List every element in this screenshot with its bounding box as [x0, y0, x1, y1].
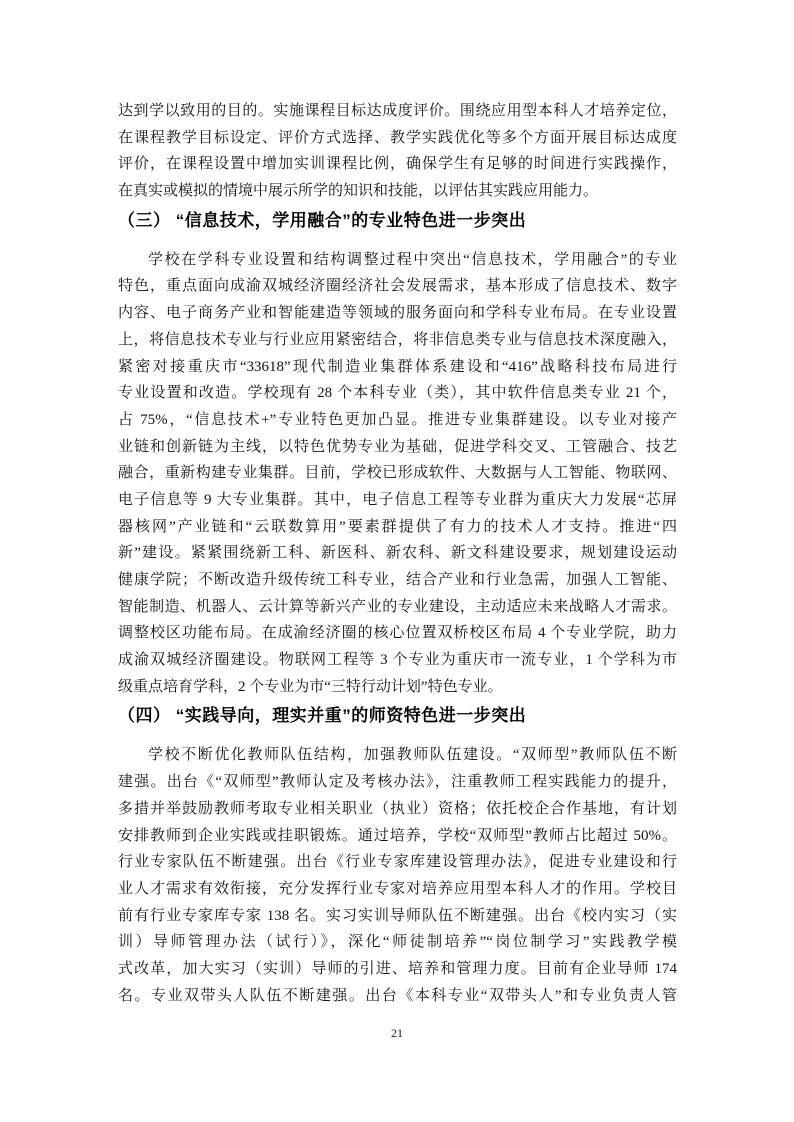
section-heading: （三） “信息技术，学用融合”的专业特色进一步突出	[118, 210, 527, 230]
text-line: 器核网”产业链和“云联数算用”要素群提供了有力的技术人才支持。推进“四	[118, 518, 677, 535]
document-content	[118, 98, 677, 1009]
text-line: 在真实或模拟的情境中展示所学的知识和技能，以评估其实践应用能力。	[118, 183, 599, 200]
text-line: 业人才需求有效衔接，充分发挥行业专家对培养应用型本科人才的作用。学校目	[118, 880, 677, 897]
text-line: 上，将信息技术专业与行业应用紧密结合，将非信息类专业与信息技术深度融入，	[118, 331, 677, 348]
text-line: 安排教师到企业实践或挂职锻炼。通过培养，学校“双师型”教师占比超过 50%。	[118, 827, 677, 844]
text-line: 训）导师管理办法（试行）》，深化“师徒制培养”“岗位制学习”实践教学模	[118, 934, 677, 951]
paragraph	[118, 247, 677, 701]
text-line: 电子信息等 9 大专业集群。其中，电子信息工程等专业群为重庆大力发展“芯屏	[118, 491, 677, 508]
section-heading: （四） “实践导向，理实并重”的师资特色进一步突出	[118, 706, 527, 726]
text-line: 学校不断优化教师队伍结构，加强教师队伍建设。“双师型”教师队伍不断	[148, 747, 677, 764]
text-line: 融合，重新构建专业集群。目前，学校已形成软件、大数据与人工智能、物联网、	[118, 465, 677, 482]
paragraph	[118, 98, 677, 205]
text-line: 业链和创新链为主线，以特色优势专业为基础，促进学科交叉、工管融合、技艺	[118, 438, 677, 455]
text-line: 在课程教学目标设定、评价方式选择、教学实践优化等多个方面开展目标达成度	[118, 129, 677, 146]
text-line: 行业专家队伍不断建强。出台《行业专家库建设管理办法》，促进专业建设和行	[118, 854, 677, 871]
text-line: 调整校区功能布局。在成渝经济圈的核心位置双桥校区布局 4 个专业学院，助力	[118, 625, 677, 642]
text-line: 建强。出台《“双师型”教师认定及考核办法》，注重教师工程实践能力的提升，	[118, 774, 677, 791]
text-line: 达到学以致用的目的。实施课程目标达成度评价。围绕应用型本科人才培养定位，	[118, 103, 677, 119]
text-line: 特色，重点面向成渝双城经济圈经济社会发展需求，基本形成了信息技术、数字	[118, 278, 677, 295]
text-line: 紧密对接重庆市“33618”现代制造业集群体系建设和“416”战略科技布局进行	[118, 358, 677, 375]
text-line: 成渝双城经济圈建设。物联网工程等 3 个专业为重庆市一流专业，1 个学科为市	[118, 652, 677, 669]
text-line: 级重点培育学科，2 个专业为市“三特行动计划”特色专业。	[118, 678, 503, 695]
text-line: 名。专业双带头人队伍不断建强。出台《本科专业“双带头人”和专业负责人管	[118, 987, 677, 1004]
text-line: 式改革，加大实习（实训）导师的引进、培养和管理力度。目前有企业导师 174	[118, 960, 677, 977]
text-line: 智能制造、机器人、云计算等新兴产业的专业建设，主动适应未来战略人才需求。	[118, 598, 677, 615]
text-line: 内容、电子商务产业和智能建造等领域的服务面向和学科专业布局。在专业设置	[118, 305, 677, 322]
text-line: 健康学院；不断改造升级传统工科专业，结合产业和行业急需，加强人工智能、	[118, 572, 677, 588]
paragraph	[118, 742, 677, 1009]
text-line: 评价，在课程设置中增加实训课程比例，确保学生有足够的时间进行实践操作，	[118, 156, 677, 173]
page-number: 21	[391, 1026, 403, 1040]
text-line: 多措并举鼓励教师考取专业相关职业（执业）资格；依托校企合作基地，有计划	[118, 800, 677, 817]
text-line: 新”建设。紧紧围绕新工科、新医科、新农科、新文科建设要求，规划建设运动	[118, 545, 677, 562]
text-line: 学校在学科专业设置和结构调整过程中突出“信息技术，学用融合”的专业	[148, 251, 677, 268]
text-line: 专业设置和改造。学校现有 28 个本科专业（类），其中软件信息类专业 21 个，	[118, 385, 677, 402]
text-line: 前有行业专家库专家 138 名。实习实训导师队伍不断建强。出台《校内实习（实	[118, 907, 677, 924]
text-line: 占 75%，“信息技术+”专业特色更加凸显。推进专业集群建设。以专业对接产	[118, 411, 677, 428]
